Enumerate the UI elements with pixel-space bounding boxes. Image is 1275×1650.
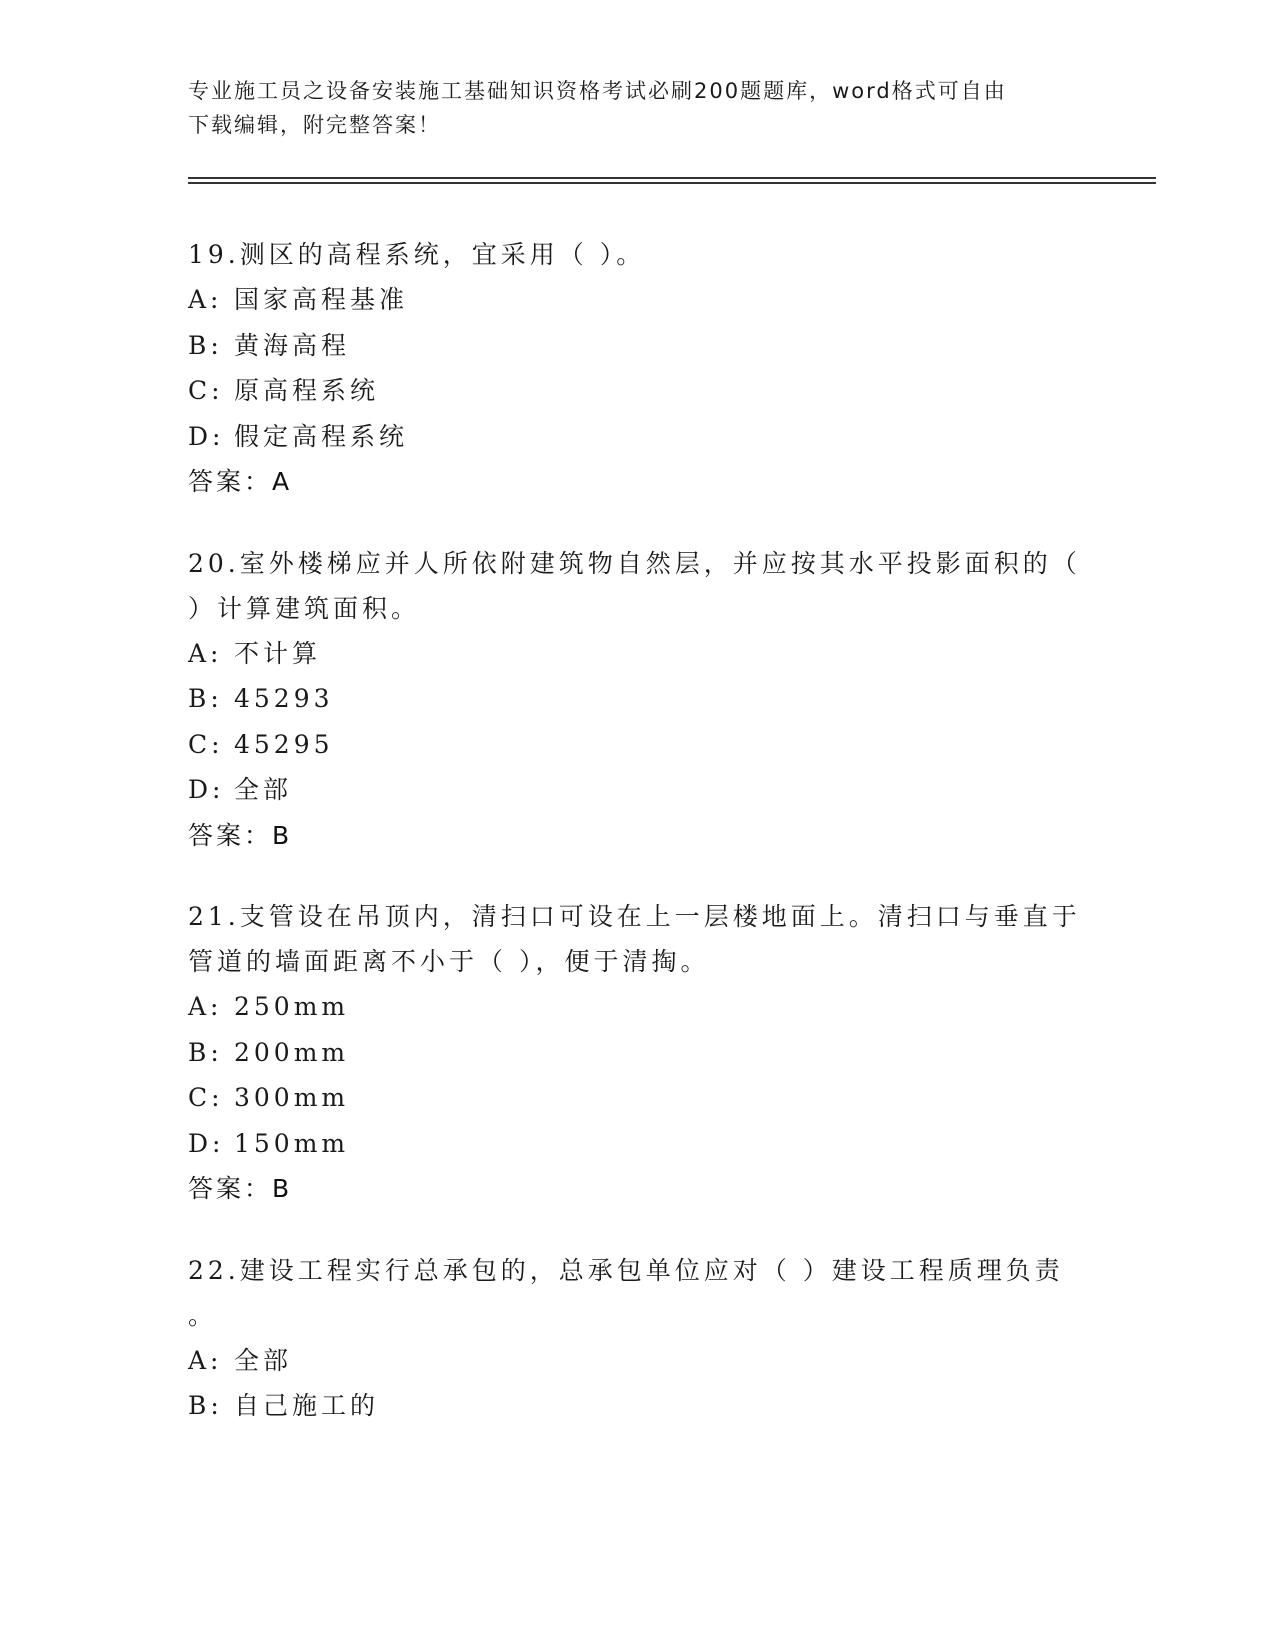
option-text: 45293 [234, 684, 334, 713]
option-text: 全部 [234, 775, 293, 804]
option-text: 150mm [234, 1128, 350, 1158]
option-text: 自己施工的 [234, 1391, 380, 1420]
question-19 [188, 232, 1088, 505]
question-stem-line-2: 。 [188, 1300, 218, 1330]
question-stem-line-1: 20.室外楼梯应并人所依附建筑物自然层，并应按其水平投影面积的（ [188, 548, 1081, 578]
question-22 [188, 1248, 1088, 1429]
option-a [188, 984, 1088, 1030]
option-text: 全部 [234, 1345, 293, 1375]
question-stem-line-1: 21.支管设在吊顶内，清扫口可设在上一层楼地面上。清扫口与垂直于 [188, 902, 1081, 931]
header-line-2: 下载编辑，附完整答案！ [188, 113, 441, 137]
question-21 [188, 894, 1088, 1212]
question-20 [188, 541, 1088, 859]
option-letter: A: [188, 1345, 223, 1375]
answer-line [188, 1166, 1088, 1212]
answer-value: B [272, 820, 293, 850]
option-letter: B: [188, 1037, 223, 1067]
option-d [188, 414, 1088, 460]
option-text: 国家高程基准 [234, 285, 409, 314]
option-letter: C: [188, 729, 224, 759]
option-text: 假定高程系统 [234, 421, 409, 451]
option-letter: D: [188, 775, 225, 804]
option-a [188, 631, 1088, 677]
option-letter: A: [188, 638, 223, 668]
option-letter: C: [188, 1083, 224, 1112]
question-stem-line-2: ）计算建筑面积。 [188, 593, 421, 623]
header-line-1: 专业施工员之设备安装施工基础知识资格考试必刷200题题库，word格式可自由 [188, 79, 1007, 103]
option-letter: D: [188, 1128, 225, 1158]
question-stem-line-2: 管道的墙面距离不小于（ ），便于清掏。 [188, 947, 710, 976]
option-d [188, 767, 1088, 813]
header-divider-top [188, 177, 1156, 179]
option-text: 45295 [234, 729, 334, 759]
option-d [188, 1121, 1088, 1167]
answer-label: 答案： [188, 820, 273, 850]
option-letter: A: [188, 285, 223, 314]
option-b [188, 1030, 1088, 1076]
answer-line [188, 459, 1088, 505]
answer-line [188, 813, 1088, 859]
option-text: 250mm [234, 992, 350, 1021]
question-stem: 19.测区的高程系统，宜采用（ ）。 [188, 240, 646, 269]
option-c [188, 722, 1088, 768]
option-a [188, 1338, 1088, 1384]
option-text: 黄海高程 [234, 330, 351, 360]
option-letter: D: [188, 421, 225, 451]
option-letter: B: [188, 1391, 223, 1420]
option-letter: A: [188, 992, 223, 1021]
header-divider-bottom [188, 182, 1156, 184]
question-list [188, 232, 1088, 1465]
option-text: 200mm [234, 1037, 350, 1067]
option-text: 300mm [234, 1083, 350, 1112]
option-a [188, 277, 1088, 323]
answer-value: A [272, 467, 293, 496]
answer-label: 答案： [188, 467, 273, 496]
document-header [188, 74, 1088, 142]
answer-label: 答案： [188, 1174, 273, 1203]
answer-value: B [272, 1174, 293, 1203]
option-letter: B: [188, 330, 223, 360]
option-letter: C: [188, 376, 224, 405]
option-c [188, 368, 1088, 414]
option-b [188, 323, 1088, 369]
option-text: 不计算 [234, 638, 322, 668]
option-b [188, 1383, 1088, 1429]
option-b [188, 676, 1088, 722]
option-text: 原高程系统 [234, 376, 380, 405]
option-c [188, 1075, 1088, 1121]
option-letter: B: [188, 684, 223, 713]
question-stem-line-1: 22.建设工程实行总承包的，总承包单位应对（ ）建设工程质理负责 [188, 1255, 1064, 1285]
